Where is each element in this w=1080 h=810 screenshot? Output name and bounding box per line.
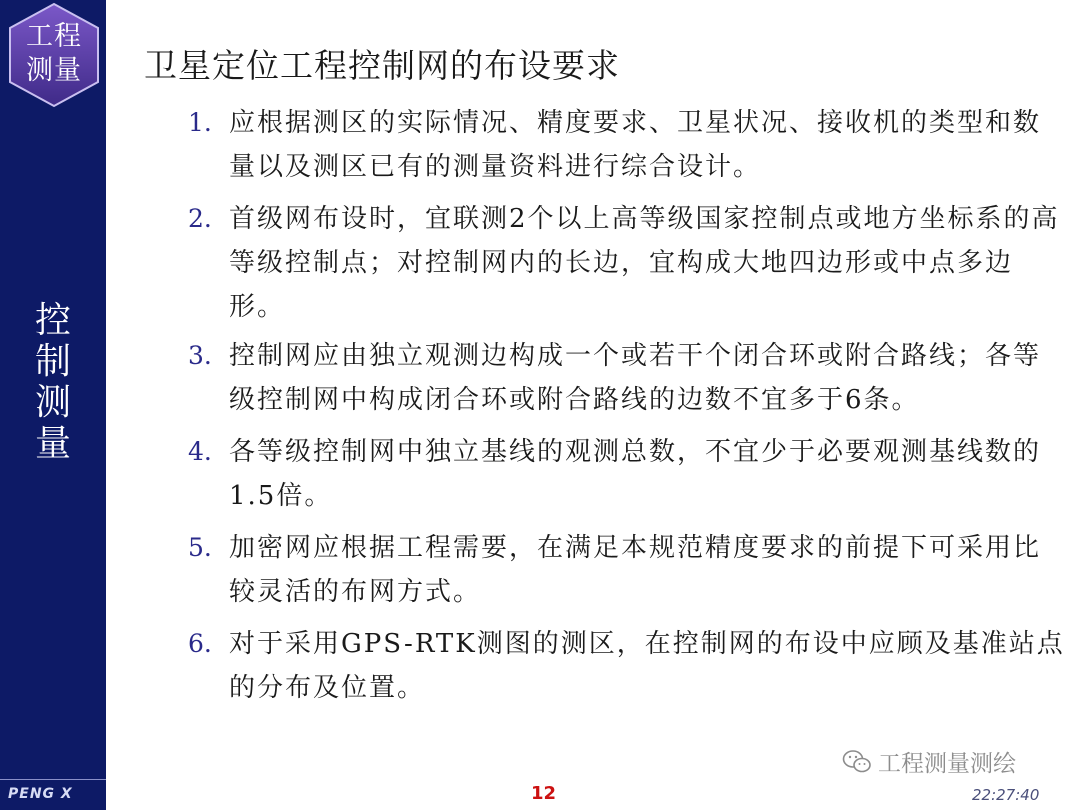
list-item [188,526,1068,622]
logo-line-2: 测量 [26,55,82,86]
item-text: 控制网应由独立观测边构成一个或若干个闭合环或附合路线；各等级控制网中构成闭合环或附合路线的边数不宜多于6条。 [229,341,1042,415]
sidebar-title-char: 量 [34,423,71,464]
item-text: 加密网应根据工程需要，在满足本规范精度要求的前提下可采用比较灵活的布网方式。 [229,533,1042,607]
watermark-text: 工程测量测绘 [878,751,1016,777]
clock-time: 22:27:40 [972,786,1040,804]
sidebar-title [0,300,106,464]
footer-bar [106,779,1080,810]
list-item [188,101,1068,197]
item-number: 5. [188,533,212,562]
list-item [188,622,1068,718]
wechat-icon [842,749,872,775]
requirements-list [188,101,1068,718]
item-text: 应根据测区的实际情况、精度要求、卫星状况、接收机的类型和数量以及测区已有的测量资料进行综合设计。 [229,108,1042,182]
page-number: 12 [531,783,557,804]
item-number: 6. [188,629,212,658]
list-item [188,197,1068,334]
sidebar-title-char: 测 [34,382,71,423]
list-item [188,430,1068,526]
sidebar [0,0,106,810]
item-number: 4. [188,437,212,466]
author-label: PENG X [8,786,73,802]
slide-title: 卫星定位工程控制网的布设要求 [144,46,620,85]
item-text: 首级网布设时，宜联测2个以上高等级国家控制点或地方坐标系的高等级控制点；对控制网内的长边，宜构成大地四边形或中点多边形。 [229,204,1060,322]
watermark [842,745,1016,778]
item-number: 1. [188,108,212,137]
sidebar-title-char: 控 [34,300,71,341]
logo-line-1: 工程 [26,21,82,52]
item-text: 对于采用GPS-RTK测图的测区，在控制网的布设中应顾及基准站点的分布及位置。 [229,629,1065,703]
hexagon-logo-icon [6,0,102,110]
item-number: 2. [188,204,212,233]
item-text: 各等级控制网中独立基线的观测总数，不宜少于必要观测基线数的1.5倍。 [229,437,1042,511]
sidebar-title-char: 制 [34,341,71,382]
item-number: 3. [188,341,212,370]
list-item [188,334,1068,430]
logo-text [6,20,102,88]
